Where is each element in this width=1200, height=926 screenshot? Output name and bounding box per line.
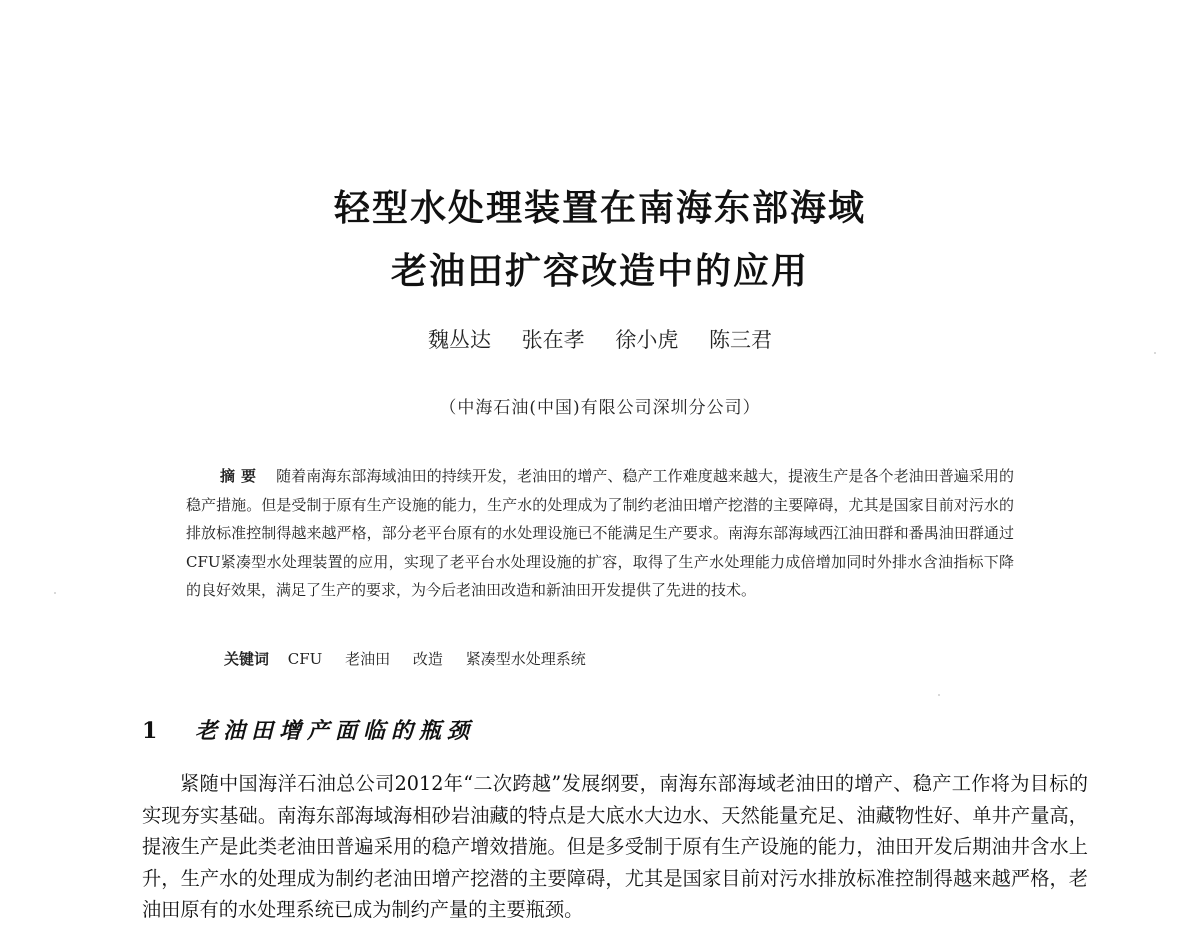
- author-name: 徐小虎: [615, 328, 679, 352]
- keywords: [224, 648, 604, 669]
- abstract: [186, 462, 1014, 605]
- scan-mark: [1154, 352, 1156, 354]
- body-paragraph: 紧随中国海洋石油总公司2012年“二次跨越”发展纲要，南海东部海域老油田的增产、稳产工作将为目标的实现夯实基础。南海东部海域海相砂岩油藏的特点是大底水大边水、天然能量充足、油藏物性好、单井产量高，提液生产是此类老油田普遍采用的稳产增效措施。但是多受制于原有生产设施的能力，油田开发后期油井含水上升，生产水的处理成为制约老油田增产挖潜的主要障碍，尤其是国家目前对污水排放标准控制得越来越严格，老油田原有的水处理系统已成为制约产量的主要瓶颈。: [142, 772, 1088, 921]
- abstract-text: 随着南海东部海域油田的持续开发，老油田的增产、稳产工作难度越来越大，提液生产是各个老油田普遍采用的稳产措施。但是受制于原有生产设施的能力，生产水的处理成为了制约老油田增产挖潜的主要障碍，尤其是国家目前对污水的排放标准控制得越来越严格，部分老平台原有的水处理设施已不能满足生产要求。南海东部海域西江油田群和番禺油田群通过CFU紧凑型水处理装置的应用，实现了老平台水处理设施的扩容，取得了生产水处理能力成倍增加同时外排水含油指标下降的良好效果，满足了生产的要求，为今后老油田改造和新油田开发提供了先进的技术。: [186, 467, 1014, 600]
- section-heading: [142, 714, 475, 745]
- scan-mark: [938, 694, 940, 696]
- section-number: 1: [142, 718, 158, 744]
- affiliation: （中海石油(中国)有限公司深圳分公司）: [439, 398, 761, 418]
- scan-mark: [54, 592, 56, 594]
- keyword: CFU: [287, 650, 323, 668]
- keyword: 老油田: [345, 650, 391, 668]
- author-name: 张在孝: [521, 328, 585, 352]
- keywords-label: 关键词: [224, 650, 270, 668]
- paper-title-line-1: 轻型水处理装置在南海东部海域: [333, 188, 866, 229]
- keyword: 紧凑型水处理系统: [465, 650, 586, 668]
- keyword: 改造: [412, 650, 443, 668]
- paper-title-line-2: 老油田扩容改造中的应用: [390, 251, 809, 292]
- author-name: 陈三君: [709, 328, 773, 352]
- section-title: 老油田增产面临的瓶颈: [194, 718, 475, 744]
- abstract-label: 摘要: [220, 467, 263, 485]
- author-list: [0, 324, 1200, 354]
- author-name: 魏丛达: [427, 328, 491, 352]
